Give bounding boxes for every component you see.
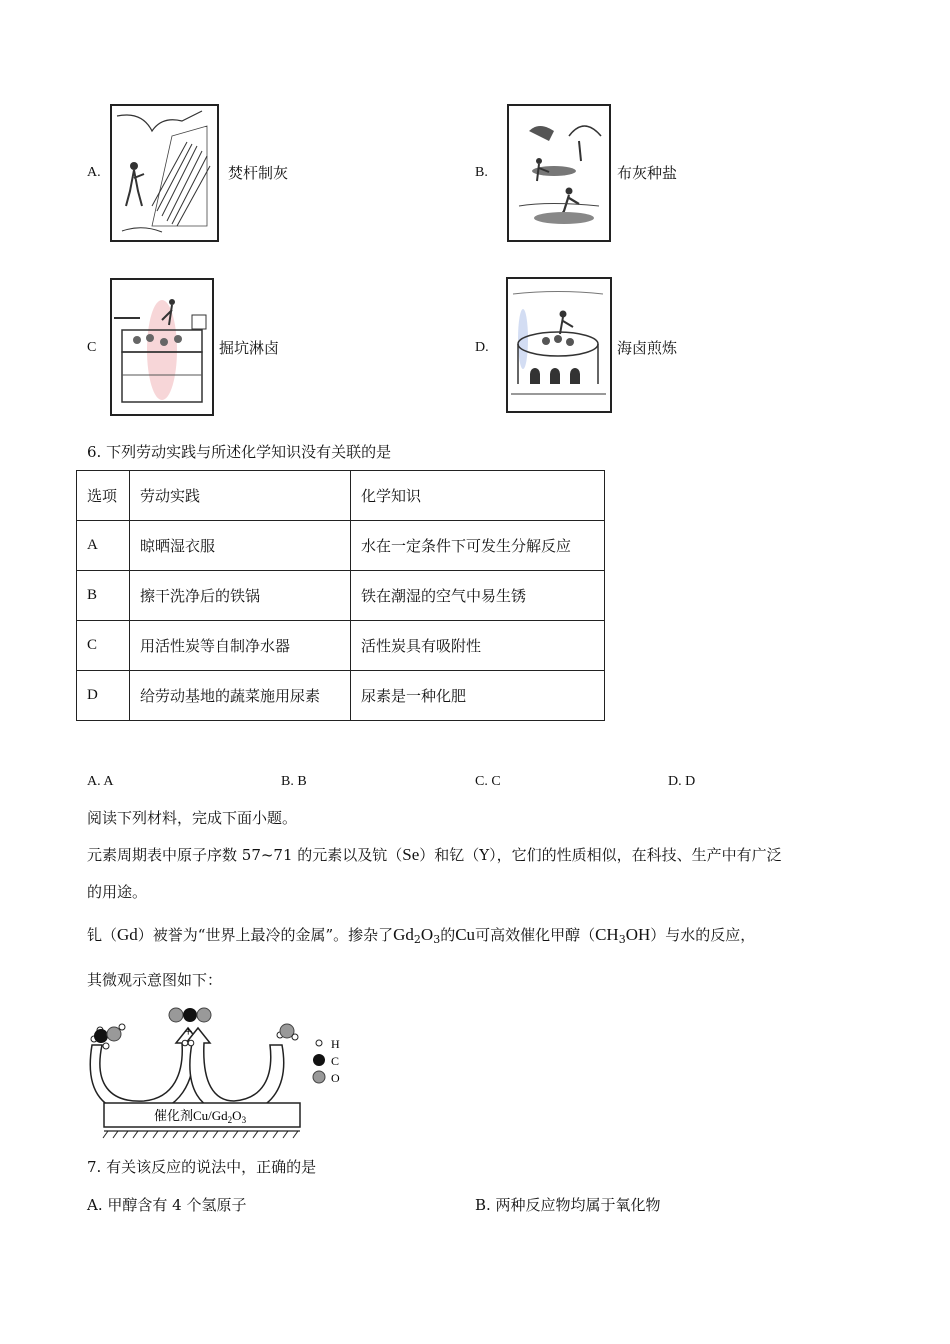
q7-stem: 7. 有关该反应的说法中，正确的是 (87, 1158, 317, 1176)
option-a-image (110, 104, 219, 242)
option-a-caption: 焚杆制灰 (228, 164, 289, 182)
row-c-knowledge: 活性炭具有吸附性 (351, 621, 605, 671)
option-d-letter: D. (475, 340, 489, 355)
option-b-image (507, 104, 611, 242)
row-d-option: D (77, 671, 130, 721)
q7-option-b[interactable]: B. 两种反应物均属于氧化物 (475, 1196, 661, 1214)
q6-table (76, 470, 605, 721)
option-b-caption: 布灰种盐 (617, 164, 678, 182)
reaction-diagram-svg (84, 1003, 364, 1143)
q6-stem: 6. 下列劳动实践与所述化学知识没有关联的是 (87, 443, 392, 461)
option-d-image (506, 277, 612, 413)
row-c-practice: 用活性炭等自制净水器 (130, 621, 351, 671)
material-intro: 阅读下列材料，完成下面小题。 (87, 809, 298, 827)
material-paragraph-2: 钆（Gd）被誉为“世界上最冷的金属”。掺杂了$Gd_2O_3$的Cu可高效催化甲醇$(CH_3OH)$与水的反应， (87, 925, 756, 946)
legend-o: O (331, 1071, 340, 1085)
row-a-option: A (77, 521, 130, 571)
material-paragraph-1-cont: 的用途。 (87, 883, 148, 901)
q6-choice-a[interactable]: A. A (87, 774, 114, 789)
row-b-knowledge: 铁在潮湿的空气中易生锈 (351, 571, 605, 621)
legend-c: C (331, 1054, 340, 1068)
option-d-caption: 海卤煎炼 (617, 339, 678, 357)
header-option: 选项 (77, 471, 130, 521)
row-a-practice: 晾晒湿衣服 (130, 521, 351, 571)
row-b-option: B (77, 571, 130, 621)
reaction-diagram (84, 1003, 364, 1143)
row-d-knowledge: 尿素是一种化肥 (351, 671, 605, 721)
catalyst-label: 催化剂$Cu/Gd_2O_3$ (154, 1108, 247, 1125)
option-a-letter: A. (87, 165, 101, 180)
q7-option-a[interactable]: A. 甲醇含有 4 个氢原子 (87, 1196, 247, 1214)
q6-choice-d[interactable]: D. D (668, 774, 696, 789)
row-a-knowledge: 水在一定条件下可发生分解反应 (351, 521, 605, 571)
option-c-image (110, 278, 214, 416)
table-row (77, 571, 605, 621)
table-row (77, 621, 605, 671)
table-row (77, 521, 605, 571)
table-row (77, 671, 605, 721)
row-d-practice: 给劳动基地的蔬菜施用尿素 (130, 671, 351, 721)
q6-choice-c[interactable]: C. C (475, 774, 501, 789)
material-paragraph-1: 元素周期表中原子序数 57~71 的元素以及钪（Se）和钇（Y），它们的性质相似，在科技、生产中有广泛 (87, 845, 782, 864)
option-b-letter: B. (475, 165, 488, 180)
legend-h: H (331, 1037, 340, 1051)
header-practice: 劳动实践 (130, 471, 351, 521)
q6-choice-b[interactable]: B. B (281, 774, 307, 789)
option-c-letter: C (87, 340, 97, 355)
row-b-practice: 擦干洗净后的铁锅 (130, 571, 351, 621)
option-c-caption: 掘坑淋卤 (219, 339, 280, 357)
material-paragraph-2-cont: 其微观示意图如下： (87, 971, 223, 989)
plus-sign: + (184, 1024, 193, 1040)
row-c-option: C (77, 621, 130, 671)
table-header-row (77, 471, 605, 521)
header-knowledge: 化学知识 (351, 471, 605, 521)
